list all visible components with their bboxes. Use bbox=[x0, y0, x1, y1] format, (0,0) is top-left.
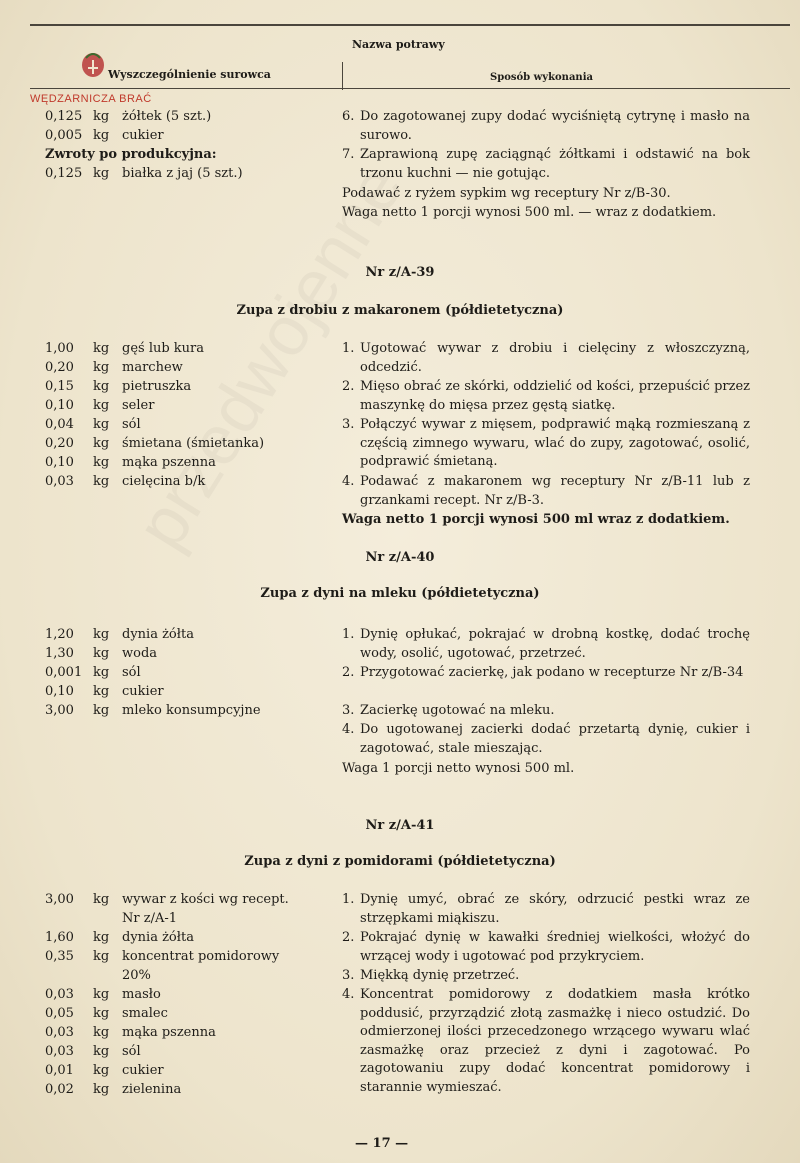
ingredient-name-cont: 20% bbox=[122, 968, 151, 983]
column-divider bbox=[342, 62, 343, 90]
ingredient-qty: 0,10 bbox=[45, 684, 74, 699]
ingredient-qty: 0,03 bbox=[45, 1025, 74, 1040]
method-column-header: Sposób wykonania bbox=[490, 72, 593, 83]
ingredient-qty: 0,001 bbox=[45, 665, 83, 680]
ingredient-name: dynia żółta bbox=[122, 627, 194, 642]
ingredient-qty: 0,125 bbox=[45, 109, 83, 124]
ingredient-unit: kg bbox=[93, 341, 110, 356]
ingredient-qty: 0,20 bbox=[45, 360, 74, 375]
ingredient-unit: kg bbox=[93, 1025, 110, 1040]
ingredient-name: pietruszka bbox=[122, 379, 192, 394]
ingredient-qty: 0,03 bbox=[45, 474, 74, 489]
ingredient-name: sól bbox=[122, 1044, 141, 1059]
ingredient-unit: kg bbox=[93, 627, 110, 642]
step-number: 3. bbox=[342, 968, 355, 983]
ingredient-qty: 0,03 bbox=[45, 987, 74, 1002]
ingredient-qty: 0,02 bbox=[45, 1082, 74, 1097]
step-number: 3. bbox=[342, 703, 355, 718]
step-text: Do ugotowanej zacierki dodać przetartą dynię, cukier i zagotować, stale mieszając. bbox=[360, 722, 750, 756]
ingredient-name: dynia żółta bbox=[122, 930, 194, 945]
ingredient-unit: kg bbox=[93, 455, 110, 470]
ingredient-unit: kg bbox=[93, 417, 110, 432]
step-text: Koncentrat pomidorowy z dodatkiem masła krótko poddusić, przyrządzić złotą zasmażkę i nieco ostudzić. Do odmierzonej ilości przecedzonego wrzącego wywaru wlać zasmażkę oraz przecież z dyni i zagotować. Po zagotowaniu zupy dodać koncentrat pomidorowy i starannie wymieszać. bbox=[360, 987, 750, 1095]
method-step bbox=[342, 378, 750, 415]
step-number: 1. bbox=[342, 341, 355, 356]
step-text: Pokrajać dynię w kawałki średniej wielkości, włożyć do wrzącej wody i ugotować pod przykryciem. bbox=[360, 930, 750, 964]
method-step bbox=[342, 146, 750, 183]
page-number: — 17 — bbox=[355, 1136, 409, 1151]
top-rule bbox=[30, 24, 790, 26]
step-number: 6. bbox=[342, 109, 355, 124]
step-number: 2. bbox=[342, 930, 355, 945]
ingredient-qty: 0,10 bbox=[45, 455, 74, 470]
ingredient-qty: 0,20 bbox=[45, 436, 74, 451]
step-number: 4. bbox=[342, 987, 355, 1002]
weight-note: Waga 1 porcji netto wynosi 500 ml. bbox=[342, 761, 575, 776]
ingredient-name-cont: Nr z/A-1 bbox=[122, 911, 178, 926]
step-number: 4. bbox=[342, 722, 355, 737]
step-text: Podawać z makaronem wg receptury Nr z/B-11 lub z grzankami recept. Nr z/B-3. bbox=[360, 474, 750, 508]
recipe-number: Nr z/A-40 bbox=[365, 550, 435, 565]
ingredient-unit: kg bbox=[93, 360, 110, 375]
method-step bbox=[342, 986, 750, 1097]
ingredient-qty: 0,05 bbox=[45, 1006, 74, 1021]
ingredient-unit: kg bbox=[93, 436, 110, 451]
ingredient-name: zielenina bbox=[122, 1082, 182, 1097]
ingredient-qty: 3,00 bbox=[45, 892, 74, 907]
ingredient-name: woda bbox=[122, 646, 158, 661]
ingredient-name: smalec bbox=[122, 1006, 168, 1021]
step-text: Zaprawioną zupę zaciągnąć żółtkami i odstawić na bok trzonu kuchni — nie gotując. bbox=[360, 147, 750, 181]
ingredient-unit: kg bbox=[93, 1006, 110, 1021]
ingredient-name: marchew bbox=[122, 360, 183, 375]
ingredient-qty: 1,00 bbox=[45, 341, 74, 356]
ingredient-unit: kg bbox=[93, 646, 110, 661]
method-step bbox=[342, 967, 750, 986]
step-text: Do zagotowanej zupy dodać wyciśniętą cytrynę i masło na surowo. bbox=[360, 109, 750, 143]
recipe-title: Zupa z drobiu z makaronem (półdietetyczna) bbox=[236, 303, 564, 318]
step-number: 1. bbox=[342, 892, 355, 907]
weight-note: Waga netto 1 porcji wynosi 500 ml. — wraz z dodatkiem. bbox=[342, 205, 717, 220]
ingredients-column-header: Wyszczególnienie surowca bbox=[108, 68, 271, 81]
ingredient-unit: kg bbox=[93, 1044, 110, 1059]
recipe-number: Nr z/A-39 bbox=[365, 265, 435, 280]
serving-note: Podawać z ryżem sypkim wg receptury Nr z/B-30. bbox=[342, 186, 671, 201]
ingredient-qty: 0,15 bbox=[45, 379, 74, 394]
method-step bbox=[342, 473, 750, 510]
ingredient-qty: 0,125 bbox=[45, 166, 83, 181]
method-step bbox=[342, 664, 750, 683]
ingredient-unit: kg bbox=[93, 949, 110, 964]
recipe-title: Zupa z dyni na mleku (półdietetyczna) bbox=[260, 586, 540, 601]
step-text: Mięso obrać ze skórki, oddzielić od kości, przepuścić przez maszynkę do mięsa przez gęstą siatkę. bbox=[360, 379, 750, 413]
ingredient-name: cukier bbox=[122, 1063, 164, 1078]
ingredient-qty: 0,03 bbox=[45, 1044, 74, 1059]
header-rule bbox=[30, 88, 790, 89]
ingredient-qty: 0,35 bbox=[45, 949, 74, 964]
ingredient-qty: 1,60 bbox=[45, 930, 74, 945]
ingredient-name: seler bbox=[122, 398, 155, 413]
step-text: Połączyć wywar z mięsem, podprawić mąką rozmieszaną z częścią zimnego wywaru, wlać do zupy, zagotować, osolić, podprawić śmietaną. bbox=[360, 417, 750, 469]
ingredient-qty: 0,01 bbox=[45, 1063, 74, 1078]
ingredient-qty: 0,04 bbox=[45, 417, 74, 432]
ingredient-unit: kg bbox=[93, 892, 110, 907]
ingredient-unit: kg bbox=[93, 379, 110, 394]
ingredient-name: mleko konsumpcyjne bbox=[122, 703, 261, 718]
step-text: Dynię umyć, obrać ze skóry, odrzucić pestki wraz ze strzępkami miąkiszu. bbox=[360, 892, 750, 926]
step-number: 3. bbox=[342, 417, 355, 432]
step-number: 7. bbox=[342, 147, 355, 162]
ingredient-name: cielęcina b/k bbox=[122, 474, 206, 489]
method-step bbox=[342, 702, 750, 721]
method-step bbox=[342, 626, 750, 663]
ingredient-unit: kg bbox=[93, 987, 110, 1002]
ingredient-name: koncentrat pomidorowy bbox=[122, 949, 280, 964]
publisher-logo-icon bbox=[78, 48, 108, 80]
step-number: 2. bbox=[342, 379, 355, 394]
ingredient-name: mąka pszenna bbox=[122, 1025, 216, 1040]
watermark-label: WĘDZARNICZA BRAĆ bbox=[30, 93, 152, 105]
step-number: 2. bbox=[342, 665, 355, 680]
ingredient-unit: kg bbox=[93, 1082, 110, 1097]
ingredient-name: sól bbox=[122, 417, 141, 432]
method-step bbox=[342, 340, 750, 377]
ingredient-name: cukier bbox=[122, 684, 164, 699]
ingredient-unit: kg bbox=[93, 930, 110, 945]
recipe-title: Zupa z dyni z pomidorami (półdietetyczna) bbox=[244, 854, 556, 869]
method-step bbox=[342, 721, 750, 758]
ingredient-unit: kg bbox=[93, 109, 110, 124]
returns-label: Zwroty po produkcyjna: bbox=[45, 147, 217, 162]
ingredient-name: masło bbox=[122, 987, 161, 1002]
ingredient-name: śmietana (śmietanka) bbox=[122, 436, 265, 451]
ingredient-qty: 1,20 bbox=[45, 627, 74, 642]
step-text: Zacierkę ugotować na mleku. bbox=[360, 703, 555, 718]
ingredient-unit: kg bbox=[93, 128, 110, 143]
ingredient-name: gęś lub kura bbox=[122, 341, 205, 356]
method-step bbox=[342, 108, 750, 145]
ingredient-unit: kg bbox=[93, 474, 110, 489]
method-step bbox=[342, 416, 750, 472]
ingredient-qty: 0,10 bbox=[45, 398, 74, 413]
ingredient-name: cukier bbox=[122, 128, 164, 143]
step-text: Dynię opłukać, pokrajać w drobną kostkę, dodać trochę wody, osolić, ugotować, przetrzeć. bbox=[360, 627, 750, 661]
step-text: Miękką dynię przetrzeć. bbox=[360, 968, 520, 983]
ingredient-name: sól bbox=[122, 665, 141, 680]
ingredient-unit: kg bbox=[93, 684, 110, 699]
dish-name-header: Nazwa potrawy bbox=[352, 38, 445, 51]
ingredient-name: żółtek (5 szt.) bbox=[122, 109, 212, 124]
method-step bbox=[342, 891, 750, 928]
ingredient-unit: kg bbox=[93, 398, 110, 413]
ingredient-qty: 1,30 bbox=[45, 646, 74, 661]
ingredient-qty: 0,005 bbox=[45, 128, 83, 143]
step-text: Przygotować zacierkę, jak podano w recepturze Nr z/B-34 bbox=[360, 665, 744, 680]
ingredient-name: wywar z kości wg recept. bbox=[122, 892, 289, 907]
weight-note: Waga netto 1 porcji wynosi 500 ml wraz z dodatkiem. bbox=[342, 512, 730, 527]
step-number: 4. bbox=[342, 474, 355, 489]
ingredient-name: mąka pszenna bbox=[122, 455, 216, 470]
recipe-number: Nr z/A-41 bbox=[365, 818, 435, 833]
ingredient-name: białka z jaj (5 szt.) bbox=[122, 166, 243, 181]
ingredient-unit: kg bbox=[93, 703, 110, 718]
method-step bbox=[342, 929, 750, 966]
ingredient-qty: 3,00 bbox=[45, 703, 74, 718]
step-number: 1. bbox=[342, 627, 355, 642]
ingredient-unit: kg bbox=[93, 166, 110, 181]
ingredient-unit: kg bbox=[93, 665, 110, 680]
step-text: Ugotować wywar z drobiu i cielęciny z włoszczyzną, odcedzić. bbox=[360, 341, 750, 375]
ingredient-unit: kg bbox=[93, 1063, 110, 1078]
